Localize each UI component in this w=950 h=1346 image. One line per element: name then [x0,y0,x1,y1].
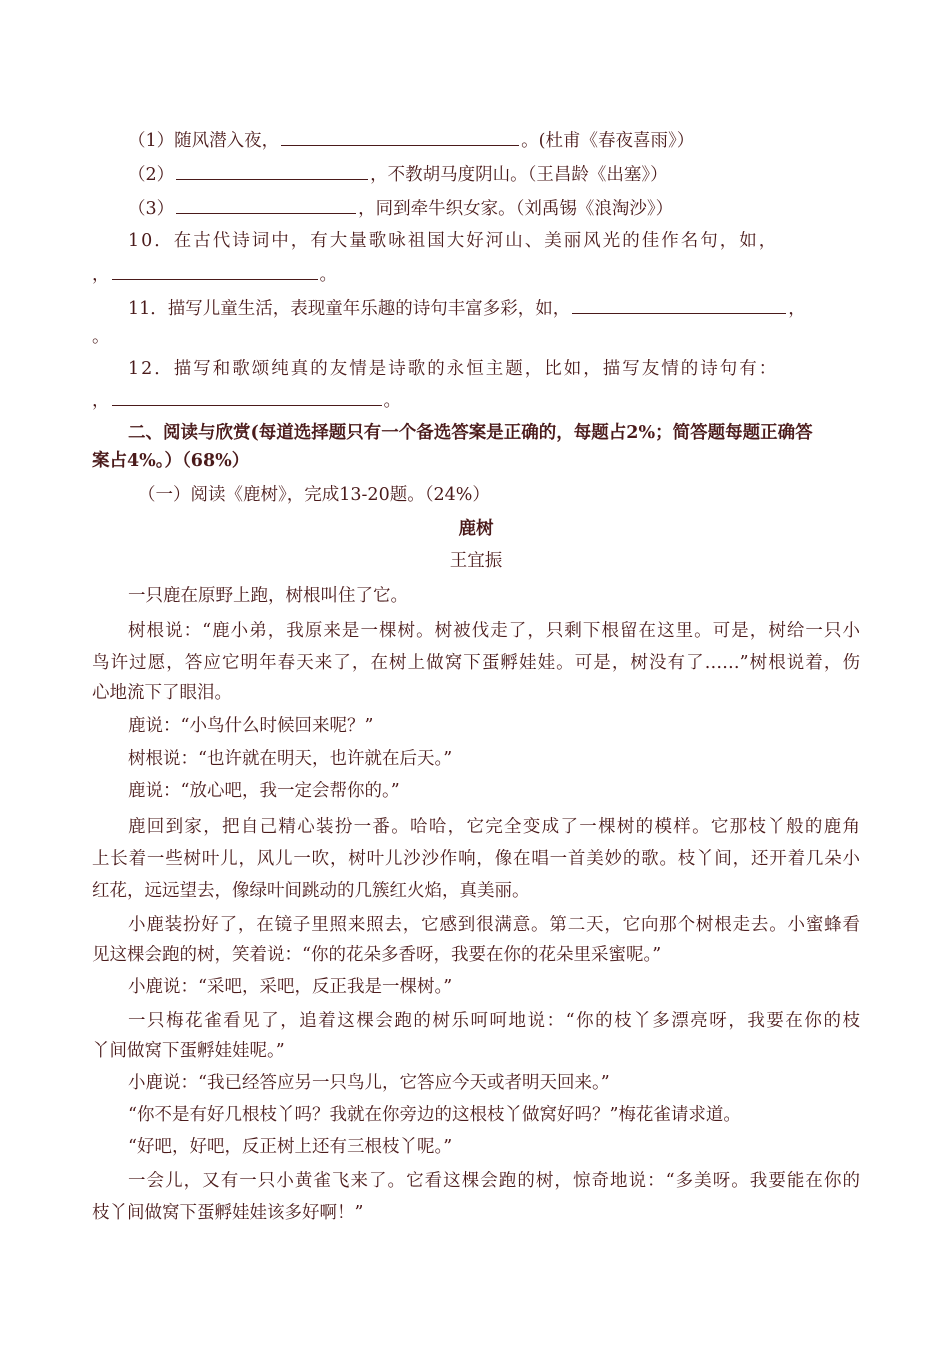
q11-end: 。 [92,327,110,347]
story-paragraph-12-line-1: “好吧，好吧，反正树上还有三根枝丫呢。” [128,1137,453,1157]
story-paragraph-10-line-1: 小鹿说：“我已经答应另一只鸟儿，它答应今天或者明天回来。” [128,1073,610,1093]
answer-blank[interactable] [112,388,382,406]
story-author: 王宜振 [449,551,503,571]
story-paragraph-9-line-2: 丫间做窝下蛋孵娃娃呢。” [92,1041,285,1061]
q11-question [128,296,860,320]
story-paragraph-4-line-1: 树根说：“也许就在明天，也许就在后天。” [128,749,453,769]
section2-heading-line1: 二、阅读与欣赏(每道选择题只有一个备选答案是正确的，每题占2%；简答题每题正确答 [128,423,813,443]
story-paragraph-6-line-2: 上长着一些树叶儿，风儿一吹，树叶儿沙沙作响，像在唱一首美妙的歌。枝丫间，还开着几朵小 [92,849,860,869]
story-paragraph-2-line-2: 鸟许过愿，答应它明年春天来了，在树上做窝下蛋孵娃娃。可是，树没有了……”树根说着，伤 [92,653,860,673]
q9-item-2 [128,162,860,186]
answer-blank[interactable] [112,262,318,280]
q9-2-prefix: （2） [128,165,175,185]
story-paragraph-11-line-1: “你不是有好几根枝丫吗？我就在你旁边的这根枝丫做窝好吗？”梅花雀请求道。 [128,1105,741,1125]
story-paragraph-5-line-1: 鹿说：“放心吧，我一定会帮你的。” [128,781,400,801]
q9-1-source: 。(杜甫《春夜喜雨》） [521,131,695,151]
story-paragraph-1-line-1: 一只鹿在原野上跑，树根叫住了它。 [128,586,408,606]
q9-1-prefix: （1）随风潜入夜， [128,131,280,151]
q9-3-prefix: （3） [128,199,175,219]
story-paragraph-13-line-2: 枝丫间做窝下蛋孵娃娃该多好啊！” [92,1203,364,1223]
story-paragraph-7-line-1: 小鹿装扮好了，在镜子里照来照去，它感到很满意。第二天，它向那个树根走去。小蜜蜂看 [128,915,860,935]
q12-question: 12．描写和歌颂纯真的友情是诗歌的永恒主题，比如，描写友情的诗句有： [128,359,779,379]
story-paragraph-3-line-1: 鹿说：“小鸟什么时候回来呢？” [128,716,374,736]
story-paragraph-7-line-2: 见这棵会跑的树，笑着说：“你的花朵多香呀，我要在你的花朵里采蜜呢。” [92,945,662,965]
q9-2-source: ，不教胡马度阴山。（王昌龄《出塞》） [370,165,668,185]
q11-comma: ， [788,299,806,319]
q9-item-1 [128,128,860,152]
q10-question: 10．在古代诗词中，有大量歌咏祖国大好河山、美丽风光的佳作名句，如， [128,231,779,251]
q10-answer-line [92,262,860,286]
q12-suffix: 。 [383,391,401,411]
story-paragraph-2-line-1: 树根说：“鹿小弟，我原来是一棵树。树被伐走了，只剩下根留在这里。可是，树给一只小 [128,621,860,641]
story-paragraph-9-line-1: 一只梅花雀看见了，追着这棵会跑的树乐呵呵地说：“你的枝丫多漂亮呀，我要在你的枝 [128,1011,860,1031]
story-title: 鹿树 [458,519,494,539]
story-paragraph-8-line-1: 小鹿说：“采吧，采吧，反正我是一棵树。” [128,977,453,997]
story-paragraph-2-line-3: 心地流下了眼泪。 [92,683,232,703]
q12-prefix: ， [92,391,110,411]
answer-blank[interactable] [281,128,519,146]
story-paragraph-6-line-3: 红花，远远望去，像绿叶间跳动的几簇红火焰，真美丽。 [92,881,530,901]
story-paragraph-6-line-1: 鹿回到家，把自己精心装扮一番。哈哈，它完全变成了一棵树的模样。它那枝丫般的鹿角 [128,817,860,837]
q10-suffix: 。 [319,265,337,285]
q9-item-3 [128,196,860,220]
q9-3-source: ，同到牵牛织女家。（刘禹锡《浪淘沙》） [358,199,674,219]
q12-answer-line [92,388,860,412]
story-paragraph-13-line-1: 一会儿，又有一只小黄雀飞来了。它看这棵会跑的树，惊奇地说：“多美呀。我要能在你的 [128,1171,860,1191]
section2-heading-line2: 案占4%。）（68%） [92,451,250,471]
answer-blank[interactable] [176,162,368,180]
answer-blank[interactable] [176,196,356,214]
q11-text: 11．描写儿童生活，表现童年乐趣的诗句丰富多彩，如， [128,299,571,319]
q10-prefix: ， [92,265,110,285]
answer-blank[interactable] [572,296,786,314]
section2-subheading: （一）阅读《鹿树》，完成13-20题。（24%） [138,485,490,505]
